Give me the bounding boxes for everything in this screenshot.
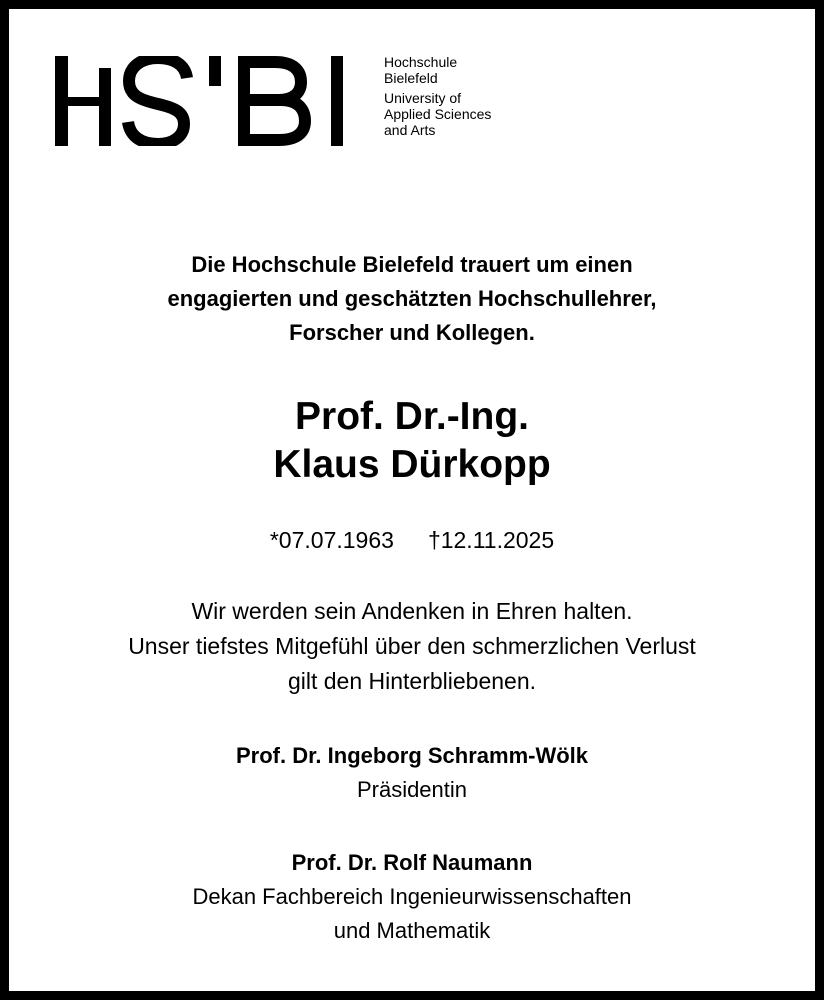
message-line: Wir werden sein Andenken in Ehren halten. bbox=[191, 598, 633, 624]
signatory-name: Prof. Dr. Ingeborg Schramm-Wölk bbox=[235, 743, 589, 768]
signatory-name: Prof. Dr. Rolf Naumann bbox=[291, 850, 533, 875]
logo-line: Bielefeld bbox=[384, 70, 438, 86]
deceased-title: Prof. Dr.-Ing. bbox=[295, 395, 529, 438]
logo-line: University of bbox=[384, 90, 462, 106]
signatory-dean bbox=[0, 846, 824, 948]
logo-line: and Arts bbox=[384, 122, 436, 138]
intro-text bbox=[0, 248, 824, 350]
deceased-name-block bbox=[0, 393, 824, 489]
logo-apostrophe bbox=[209, 56, 221, 86]
intro-line: engagierten und geschätzten Hochschullehrer, bbox=[167, 286, 657, 311]
message-line: gilt den Hinterbliebenen. bbox=[287, 668, 537, 694]
deceased-name: Klaus Dürkopp bbox=[273, 443, 551, 486]
logo-h-right-stem bbox=[99, 68, 111, 146]
death-date: †12.11.2025 bbox=[427, 527, 555, 553]
signatory-role: Dekan Fachbereich Ingenieurwissenschaften bbox=[192, 884, 632, 909]
logo-institution-text bbox=[384, 54, 491, 138]
intro-line: Die Hochschule Bielefeld trauert um einen bbox=[191, 252, 633, 277]
signatory-president bbox=[0, 739, 824, 807]
signatory-role: und Mathematik bbox=[333, 918, 491, 943]
logo-line: Hochschule bbox=[384, 54, 458, 70]
logo-i bbox=[331, 56, 343, 146]
logo-s bbox=[128, 58, 187, 144]
birth-date: *07.07.1963 bbox=[269, 527, 394, 553]
intro-line: Forscher und Kollegen. bbox=[289, 320, 535, 345]
life-dates bbox=[0, 525, 824, 555]
logo-b bbox=[244, 56, 305, 146]
condolence-message bbox=[0, 594, 824, 699]
hsbi-logo bbox=[55, 56, 355, 146]
logo-line: Applied Sciences bbox=[384, 106, 492, 122]
signatory-role: Präsidentin bbox=[356, 777, 468, 802]
message-line: Unser tiefstes Mitgefühl über den schmerzlichen Verlust bbox=[128, 633, 696, 659]
